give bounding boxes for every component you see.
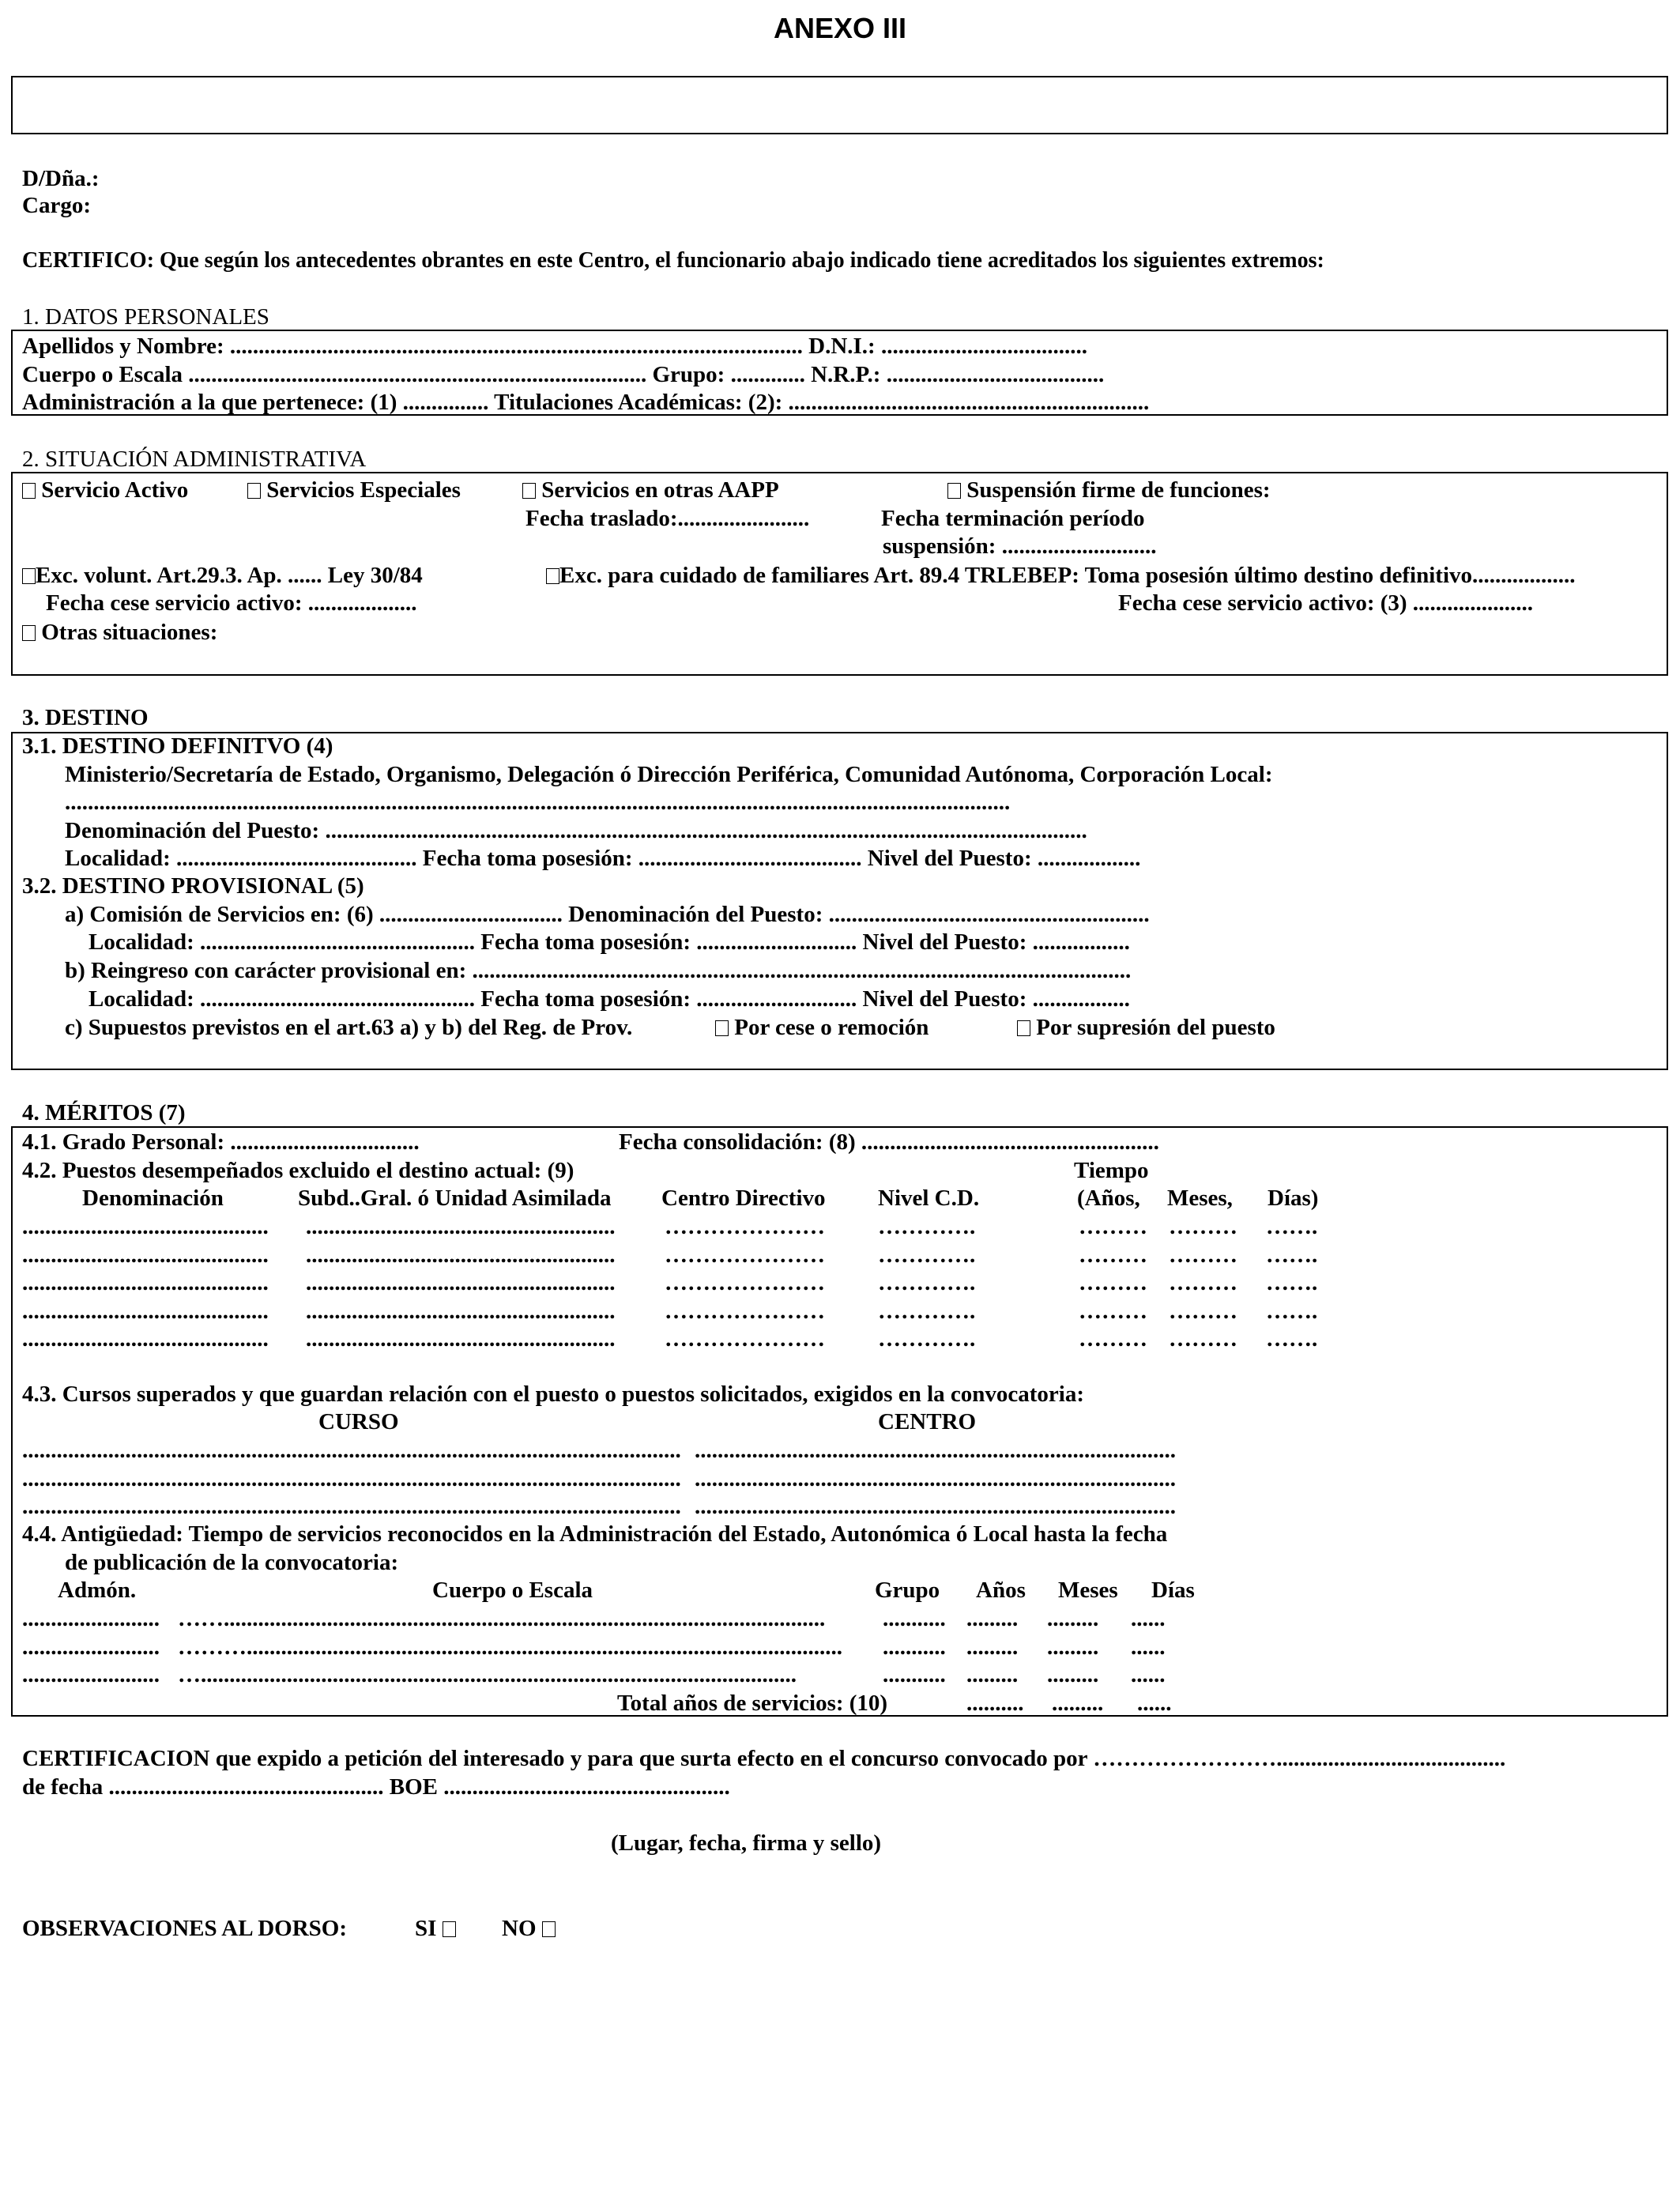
- antiguedad-label-1: 4.4. Antigüedad: Tiempo de servicios reconocidos en la Administración del Estado, Autonómica ó Local hasta la fecha: [22, 1521, 1168, 1547]
- option-label: SI: [415, 1916, 437, 1941]
- option-label: Exc. para cuidado de familiares Art. 89.4 TRLEBEP: Toma posesión último destino definitivo..................: [559, 563, 1576, 588]
- antiguedad-cell[interactable]: ………........................................................................................................: [178, 1634, 842, 1660]
- fecha-consolidacion-field[interactable]: Fecha consolidación: (8) ....................................................: [619, 1129, 1159, 1155]
- antiguedad-cell[interactable]: ...........: [883, 1634, 946, 1660]
- puestos-cell[interactable]: …………………: [665, 1214, 825, 1239]
- antiguedad-cell[interactable]: ......: [1131, 1662, 1166, 1687]
- curso-cell[interactable]: ...................................................................................................................: [22, 1438, 681, 1463]
- option-label: Servicios Especiales: [266, 477, 461, 503]
- col-centro-directivo: Centro Directivo: [661, 1186, 826, 1211]
- puestos-cell[interactable]: …………………: [665, 1270, 825, 1295]
- antiguedad-cell[interactable]: .........: [966, 1606, 1019, 1631]
- ministerio-field[interactable]: .....................................................................................................................................................................: [65, 790, 1011, 815]
- checkbox[interactable]: [947, 483, 961, 499]
- antiguedad-cell[interactable]: ...........: [883, 1662, 946, 1687]
- exc-volunt-option[interactable]: [22, 562, 423, 589]
- antiguedad-cell[interactable]: ...........: [883, 1606, 946, 1631]
- puestos-cell[interactable]: ………….: [878, 1214, 976, 1239]
- puestos-cell[interactable]: …….: [1266, 1326, 1318, 1351]
- checkbox[interactable]: [22, 568, 36, 584]
- option-label: NO: [502, 1916, 537, 1941]
- antiguedad-cell[interactable]: …........................................................................................................: [178, 1662, 797, 1687]
- antiguedad-label-2: de publicación de la convocatoria:: [65, 1550, 399, 1575]
- puestos-cell[interactable]: …………………: [665, 1326, 825, 1351]
- certifico-text: CERTIFICO: Que según los antecedentes obrantes en este Centro, el funcionario abajo indicado tiene acreditados los siguientes extremos:: [22, 248, 1324, 273]
- section-3-heading: 3. DESTINO: [22, 705, 149, 730]
- puestos-cell[interactable]: …….: [1266, 1298, 1318, 1324]
- col-denominacion: Denominación: [82, 1186, 224, 1211]
- col-meses-ant: Meses: [1058, 1578, 1118, 1603]
- suspension-fecha-field[interactable]: suspensión: ...........................: [883, 533, 1157, 559]
- fecha-traslado-field[interactable]: Fecha traslado:.......................: [525, 506, 810, 531]
- antiguedad-cell[interactable]: ........................: [22, 1662, 160, 1687]
- puestos-cell[interactable]: ………: [1169, 1242, 1237, 1268]
- destino-provisional-heading: 3.2. DESTINO PROVISIONAL (5): [22, 873, 364, 899]
- reingreso-line[interactable]: b) Reingreso con carácter provisional en: ...................................................................................................................: [65, 958, 1132, 983]
- checkbox[interactable]: [443, 1921, 456, 1937]
- section-1-heading: 1. DATOS PERSONALES: [22, 304, 269, 330]
- cuerpo-line[interactable]: Cuerpo o Escala ................................................................................ Grupo: ............. N.R.P.: ......................................: [22, 362, 1105, 387]
- col-meses: Meses,: [1167, 1186, 1233, 1211]
- puestos-desempenados-label: 4.2. Puestos desempeñados excluido el destino actual: (9): [22, 1158, 574, 1183]
- puestos-cell[interactable]: ...........................................: [22, 1270, 269, 1295]
- puestos-cell[interactable]: ......................................................: [306, 1214, 616, 1239]
- col-dias: Días): [1268, 1186, 1319, 1211]
- col-nivel-cd: Nivel C.D.: [878, 1186, 980, 1211]
- puestos-cell[interactable]: ………: [1169, 1214, 1237, 1239]
- dona-label: D/Dña.:: [22, 166, 100, 191]
- puestos-cell[interactable]: …………………: [665, 1242, 825, 1268]
- puestos-cell[interactable]: ...........................................: [22, 1326, 269, 1351]
- observaciones-si-option[interactable]: [415, 1915, 456, 1942]
- col-admon: Admón.: [58, 1578, 137, 1603]
- fecha-cese-field-1[interactable]: Fecha cese servicio activo: ...................: [46, 590, 417, 616]
- antiguedad-cell[interactable]: ........................: [22, 1634, 160, 1660]
- puestos-cell[interactable]: ………: [1079, 1326, 1147, 1351]
- total-meses-field[interactable]: .........: [1052, 1691, 1104, 1716]
- servicios-especiales-option[interactable]: [247, 477, 461, 503]
- header-box[interactable]: [11, 76, 1668, 134]
- option-label: Otras situaciones:: [41, 620, 218, 645]
- checkbox[interactable]: [1017, 1020, 1030, 1036]
- servicios-otras-aapp-option[interactable]: [522, 477, 779, 503]
- puestos-cell[interactable]: …………………: [665, 1298, 825, 1324]
- puestos-cell[interactable]: ......................................................: [306, 1298, 616, 1324]
- cursos-label: 4.3. Cursos superados y que guardan relación con el puesto o puestos solicitados, exigidos en la convocatoria:: [22, 1382, 1085, 1407]
- col-cuerpo-escala: Cuerpo o Escala: [432, 1578, 593, 1603]
- option-label: Por supresión del puesto: [1036, 1015, 1275, 1040]
- observaciones-no-option[interactable]: [502, 1915, 556, 1942]
- puestos-cell[interactable]: …….: [1266, 1214, 1318, 1239]
- total-anos-label: Total años de servicios: (10): [617, 1691, 888, 1716]
- curso-cell[interactable]: ....................................................................................: [695, 1438, 1176, 1463]
- puestos-cell[interactable]: ………: [1079, 1214, 1147, 1239]
- destino-definitivo-heading: 3.1. DESTINO DEFINITVO (4): [22, 733, 333, 759]
- option-label: Servicios en otras AAPP: [541, 477, 779, 503]
- certificacion-text[interactable]: CERTIFICACION que expido a petición del interesado y para que surta efecto en el concurso convocado por ……………………........................................: [22, 1746, 1506, 1771]
- administracion-line[interactable]: Administración a la que pertenece: (1) ............... Titulaciones Académicas: (2): ...............................................................: [22, 390, 1150, 415]
- puestos-cell[interactable]: …….: [1266, 1242, 1318, 1268]
- antiguedad-cell[interactable]: .........: [1047, 1606, 1099, 1631]
- checkbox[interactable]: [22, 625, 36, 641]
- puestos-cell[interactable]: ………: [1079, 1298, 1147, 1324]
- puestos-cell[interactable]: ………: [1169, 1326, 1237, 1351]
- comision-localidad-line[interactable]: Localidad: ................................................ Fecha toma posesión: ............................ Nivel del Puesto: .................: [89, 929, 1130, 955]
- observaciones-label: OBSERVACIONES AL DORSO:: [22, 1916, 348, 1941]
- antiguedad-cell[interactable]: ......: [1131, 1606, 1166, 1631]
- puestos-cell[interactable]: ………….: [878, 1242, 976, 1268]
- total-anos-field[interactable]: ..........: [966, 1691, 1024, 1716]
- puestos-cell[interactable]: ………: [1079, 1242, 1147, 1268]
- localidad-definitivo-line[interactable]: Localidad: .......................................... Fecha toma posesión: ....................................... Nivel del Puesto: ..................: [65, 846, 1141, 871]
- antiguedad-cell[interactable]: .........: [966, 1662, 1019, 1687]
- cese-remocion-option[interactable]: [715, 1014, 929, 1041]
- tiempo-label: Tiempo: [1074, 1158, 1149, 1183]
- antiguedad-cell[interactable]: …….........................................................................................................: [178, 1606, 826, 1631]
- section-4-heading: 4. MÉRITOS (7): [22, 1100, 186, 1125]
- antiguedad-cell[interactable]: .........: [1047, 1662, 1099, 1687]
- ministerio-label: Ministerio/Secretaría de Estado, Organismo, Delegación ó Dirección Periférica, Comunidad Autónoma, Corporación Local:: [65, 762, 1273, 787]
- curso-cell[interactable]: ....................................................................................: [695, 1465, 1176, 1491]
- col-grupo: Grupo: [875, 1578, 940, 1603]
- page-title: ANEXO III: [773, 12, 907, 44]
- otras-situaciones-option[interactable]: [22, 619, 217, 646]
- col-dias-ant: Días: [1151, 1578, 1195, 1603]
- col-anos: (Años,: [1077, 1186, 1140, 1211]
- antiguedad-cell[interactable]: ......: [1131, 1634, 1166, 1660]
- col-curso: CURSO: [318, 1409, 399, 1434]
- checkbox[interactable]: [715, 1020, 729, 1036]
- exc-cuidado-option[interactable]: [546, 562, 1576, 589]
- puestos-cell[interactable]: ...........................................: [22, 1214, 269, 1239]
- suspension-option[interactable]: [947, 477, 1271, 503]
- puestos-cell[interactable]: ………….: [878, 1270, 976, 1295]
- puestos-cell[interactable]: ......................................................: [306, 1242, 616, 1268]
- puestos-cell[interactable]: ......................................................: [306, 1326, 616, 1351]
- fecha-cese-field-2[interactable]: Fecha cese servicio activo: (3) .....................: [1118, 590, 1534, 616]
- supuestos-label: c) Supuestos previstos en el art.63 a) y b) del Reg. de Prov.: [65, 1015, 633, 1040]
- option-label: Por cese o remoción: [734, 1015, 929, 1040]
- curso-cell[interactable]: ...................................................................................................................: [22, 1494, 681, 1519]
- supresion-puesto-option[interactable]: [1017, 1014, 1275, 1041]
- fecha-terminacion-label: Fecha terminación período: [881, 506, 1145, 531]
- antiguedad-cell[interactable]: .........: [966, 1634, 1019, 1660]
- fecha-boe-text[interactable]: de fecha ................................................ BOE ..................................................: [22, 1774, 730, 1800]
- section-2-heading: 2. SITUACIÓN ADMINISTRATIVA: [22, 447, 367, 472]
- checkbox[interactable]: [542, 1921, 556, 1937]
- puestos-cell[interactable]: ………….: [878, 1298, 976, 1324]
- puestos-cell[interactable]: ………: [1169, 1270, 1237, 1295]
- puestos-cell[interactable]: ...........................................: [22, 1242, 269, 1268]
- col-centro: CENTRO: [878, 1409, 977, 1434]
- lugar-fecha-firma: (Lugar, fecha, firma y sello): [611, 1830, 882, 1856]
- curso-cell[interactable]: ....................................................................................: [695, 1494, 1176, 1519]
- col-anos-ant: Años: [976, 1578, 1026, 1603]
- option-label: Servicio Activo: [41, 477, 189, 503]
- checkbox[interactable]: [22, 483, 36, 499]
- option-label: Suspensión firme de funciones:: [966, 477, 1271, 503]
- puestos-cell[interactable]: …….: [1266, 1270, 1318, 1295]
- puestos-cell[interactable]: ......................................................: [306, 1270, 616, 1295]
- denominacion-puesto-field[interactable]: Denominación del Puesto: .....................................................................................................................................: [65, 818, 1087, 843]
- col-subdireccion: Subd..Gral. ó Unidad Asimilada: [298, 1186, 612, 1211]
- cargo-label: Cargo:: [22, 193, 91, 218]
- servicio-activo-option[interactable]: [22, 477, 188, 503]
- antiguedad-cell[interactable]: .........: [1047, 1634, 1099, 1660]
- puestos-cell[interactable]: ...........................................: [22, 1298, 269, 1324]
- checkbox[interactable]: [247, 483, 261, 499]
- total-dias-field[interactable]: ......: [1137, 1691, 1172, 1716]
- puestos-cell[interactable]: ………: [1169, 1298, 1237, 1324]
- option-label: Exc. volunt. Art.29.3. Ap. ...... Ley 30/84: [36, 563, 423, 588]
- puestos-cell[interactable]: ………….: [878, 1326, 976, 1351]
- checkbox[interactable]: [546, 568, 559, 584]
- checkbox[interactable]: [522, 483, 536, 499]
- comision-servicios-line[interactable]: a) Comisión de Servicios en: (6) ................................ Denominación del Puesto: ........................................................: [65, 902, 1150, 927]
- reingreso-localidad-line[interactable]: Localidad: ................................................ Fecha toma posesión: ............................ Nivel del Puesto: .................: [89, 986, 1130, 1012]
- apellidos-line[interactable]: Apellidos y Nombre: .................................................................................................... D.N.I.: ....................................: [22, 334, 1087, 359]
- puestos-cell[interactable]: ………: [1079, 1270, 1147, 1295]
- antiguedad-cell[interactable]: ........................: [22, 1606, 160, 1631]
- curso-cell[interactable]: ...................................................................................................................: [22, 1465, 681, 1491]
- grado-personal-field[interactable]: 4.1. Grado Personal: .................................: [22, 1129, 420, 1155]
